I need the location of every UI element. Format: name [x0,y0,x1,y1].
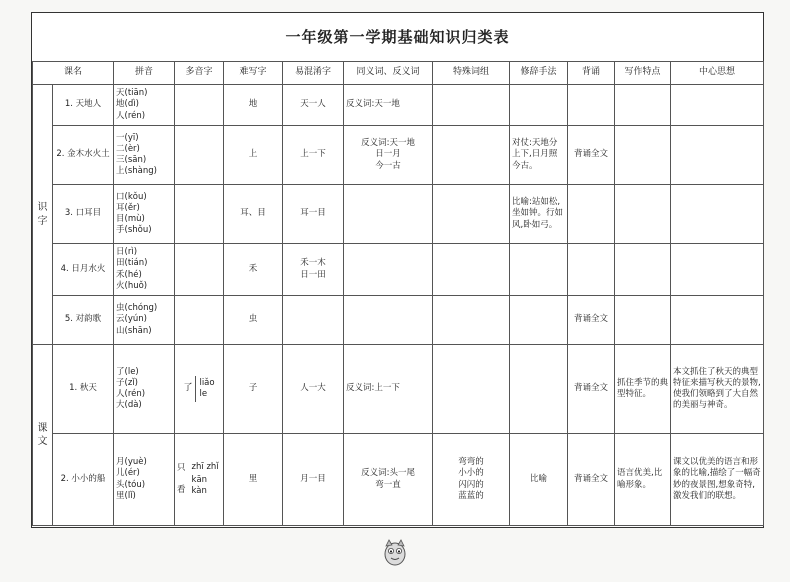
lesson-name: 3. 口耳目 [53,185,114,244]
hard-char-cell: 里 [224,434,283,526]
pinyin-cell: 天(tiān) 地(dì) 人(rén) [114,85,175,126]
knowledge-table-frame [31,12,764,528]
confusable-cell: 耳一目 [283,185,344,244]
lesson-name: 2. 小小的船 [53,434,114,526]
writing-cell [615,85,671,126]
writing-cell: 抓住季节的典型特征。 [615,345,671,434]
writing-cell [615,244,671,296]
theme-cell [671,296,764,345]
header-synonyms: 同义词、反义词 [344,62,433,85]
table-row [33,434,764,526]
pinyin-cell: 口(kǒu) 耳(ěr) 目(mù) 手(shǒu) [114,185,175,244]
recite-cell: 背诵全文 [568,126,615,185]
hard-char-cell: 地 [224,85,283,126]
theme-cell [671,244,764,296]
table-row [33,296,764,345]
header-theme: 中心思想 [671,62,764,85]
special-phrase-cell [433,296,510,345]
recite-cell [568,185,615,244]
pinyin-cell: 日(rì) 田(tián) 禾(hé) 火(huǒ) [114,244,175,296]
polyphone-pinyin: liǎo le [199,377,215,399]
header-lesson: 课名 [33,62,114,85]
polyphone-cell [175,185,224,244]
theme-cell [671,126,764,185]
special-phrase-cell: 弯弯的 小小的 闪闪的 蓝蓝的 [433,434,510,526]
header-special-phrase: 特殊词组 [433,62,510,85]
lesson-name: 4. 日月水火 [53,244,114,296]
recite-cell: 背诵全文 [568,434,615,526]
synonyms-cell: 反义词:天一地 [344,85,433,126]
pinyin-cell: 虫(chóng) 云(yún) 山(shān) [114,296,175,345]
writing-cell: 语言优美,比喻形象。 [615,434,671,526]
rhetoric-cell: 比喻 [510,434,568,526]
synonyms-cell: 反义词:天一地 日一月 今一古 [344,126,433,185]
polyphone-cell [175,244,224,296]
rhetoric-cell [510,85,568,126]
hard-char-cell: 虫 [224,296,283,345]
header-recite: 背诵 [568,62,615,85]
special-phrase-cell [433,345,510,434]
special-phrase-cell [433,126,510,185]
table-row [33,126,764,185]
header-confusable: 易混淆字 [283,62,344,85]
polyphone-cell [175,85,224,126]
header-polyphone: 多音字 [175,62,224,85]
hard-char-cell: 子 [224,345,283,434]
table-row [33,85,764,126]
page-title: 一年级第一学期基础知识归类表 [32,13,763,62]
theme-cell [671,85,764,126]
polyphone-cell [175,126,224,185]
lesson-name: 1. 天地人 [53,85,114,126]
confusable-cell: 人一大 [283,345,344,434]
polyphone-pinyin: zhī zhǐ [191,461,219,472]
polyphone-char: 只 [177,463,186,474]
confusable-cell [283,296,344,345]
header-row [33,62,764,85]
header-hard-char: 难写字 [224,62,283,85]
recite-cell: 背诵全文 [568,345,615,434]
theme-cell: 课文以优美的语言和形象的比喻,描绘了一幅奇妙的夜景图,想象奇特,激发我们的联想。 [671,434,764,526]
section-label-shizi: 识 字 [33,85,53,345]
recite-cell: 背诵全文 [568,296,615,345]
theme-cell: 本文抓住了秋天的典型特征来描写秋天的景物,使我们领略到了大自然的美丽与神奇。 [671,345,764,434]
confusable-cell: 禾一木 日一田 [283,244,344,296]
header-writing: 写作特点 [615,62,671,85]
writing-cell [615,126,671,185]
pinyin-cell: 了(le) 子(zǐ) 人(rén) 大(dà) [114,345,175,434]
confusable-cell: 上一下 [283,126,344,185]
rhetoric-cell: 比喻:站如松,坐如钟。行如风,卧如弓。 [510,185,568,244]
recite-cell [568,85,615,126]
special-phrase-cell [433,85,510,126]
polyphone-cell [175,296,224,345]
polyphone-cell [175,434,224,526]
lesson-name: 5. 对韵歌 [53,296,114,345]
table-row [33,244,764,296]
knowledge-table [32,61,764,526]
recite-cell [568,244,615,296]
synonyms-cell [344,244,433,296]
synonyms-cell: 反义词:头一尾 弯一直 [344,434,433,526]
hard-char-cell: 禾 [224,244,283,296]
special-phrase-cell [433,185,510,244]
confusable-cell: 天一人 [283,85,344,126]
synonyms-cell [344,185,433,244]
polyphone-pinyin: kān kàn [191,474,208,497]
rhetoric-cell [510,244,568,296]
hard-char-cell: 上 [224,126,283,185]
rhetoric-cell [510,296,568,345]
theme-cell [671,185,764,244]
writing-cell [615,185,671,244]
cartoon-face-logo [382,537,408,567]
lesson-name: 2. 金木水火土 [53,126,114,185]
hard-char-cell: 耳、目 [224,185,283,244]
section-label-kewen: 课 文 [33,345,53,526]
synonyms-cell [344,296,433,345]
polyphone-char: 了 [183,383,193,394]
header-rhetoric: 修辞手法 [510,62,568,85]
pinyin-cell: 一(yī) 二(èr) 三(sān) 上(shàng) [114,126,175,185]
pinyin-cell: 月(yuè) 儿(ér) 头(tóu) 里(lǐ) [114,434,175,526]
special-phrase-cell [433,244,510,296]
polyphone-char: 看 [177,484,186,495]
rhetoric-cell: 对仗:天地分上下,日月照今古。 [510,126,568,185]
table-row [33,185,764,244]
table-row [33,345,764,434]
divider [195,376,196,402]
header-pinyin: 拼音 [114,62,175,85]
polyphone-cell [175,345,224,434]
lesson-name: 1. 秋天 [53,345,114,434]
rhetoric-cell [510,345,568,434]
synonyms-cell: 反义词:上一下 [344,345,433,434]
writing-cell [615,296,671,345]
confusable-cell: 月一目 [283,434,344,526]
